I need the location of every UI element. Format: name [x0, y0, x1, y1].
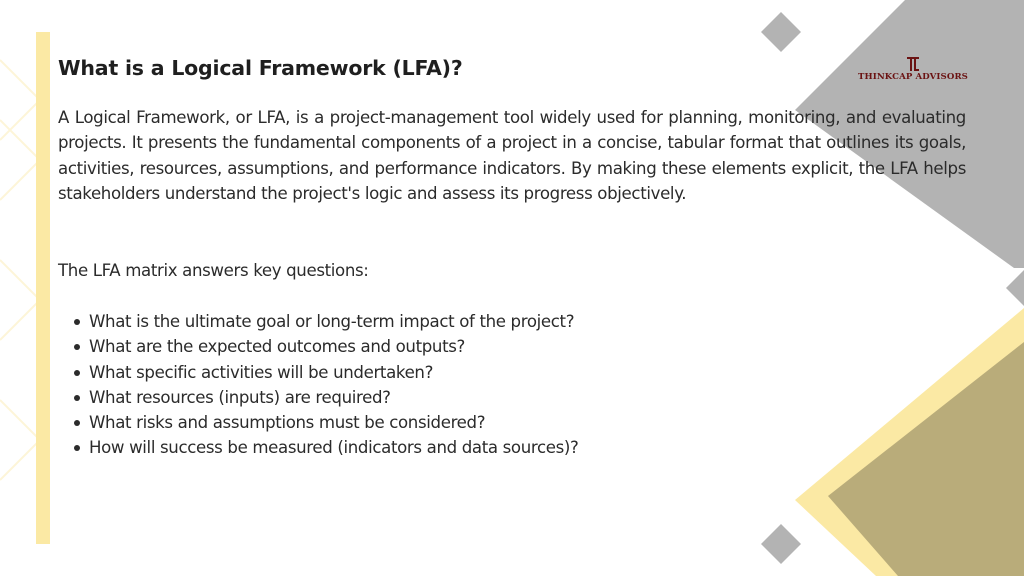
questions-lead: The LFA matrix answers key questions:: [58, 261, 369, 280]
bullet-icon: [74, 344, 80, 350]
list-item: [74, 334, 774, 359]
list-item-text: How will success be measured (indicators and data sources)?: [89, 438, 579, 458]
list-item: [74, 360, 774, 385]
small-gray-diamond-right: [1006, 270, 1024, 306]
accent-bar: [36, 32, 50, 544]
logo-mark-icon: [906, 56, 920, 72]
bullet-icon: [74, 370, 80, 376]
bullet-icon: [74, 395, 80, 401]
bullet-icon: [74, 319, 80, 325]
small-gray-diamond-bottom: [761, 524, 801, 564]
list-item: [74, 309, 774, 334]
thinkcap-logo: [858, 56, 968, 86]
list-item-text: What specific activities will be undertaken?: [89, 362, 434, 382]
list-item: [74, 435, 774, 460]
logo-text: THINKCAP ADVISORS: [858, 72, 968, 82]
questions-list: [74, 309, 774, 461]
list-item: [74, 385, 774, 410]
bullet-icon: [74, 445, 80, 451]
list-item: [74, 410, 774, 435]
small-gray-diamond-top: [761, 12, 801, 52]
list-item-text: What risks and assumptions must be considered?: [89, 413, 486, 433]
list-item-text: What is the ultimate goal or long-term impact of the project?: [89, 312, 575, 331]
slide-title: What is a Logical Framework (LFA)?: [58, 56, 463, 80]
bullet-icon: [74, 420, 80, 426]
intro-paragraph: A Logical Framework, or LFA, is a project-management tool widely used for planning, monitoring, and evaluating projects. It presents the fundamental components of a project in a concise, tabular format that outlines its goals, activities, resources, assumptions, and performance indicators. By making these elements explicit, the LFA helps stakeholders understand the project's logic and assess its progress objectively.: [58, 108, 966, 203]
left-pattern: [0, 60, 40, 480]
list-item-text: What resources (inputs) are required?: [89, 387, 391, 407]
list-item-text: What are the expected outcomes and outputs?: [89, 337, 465, 357]
